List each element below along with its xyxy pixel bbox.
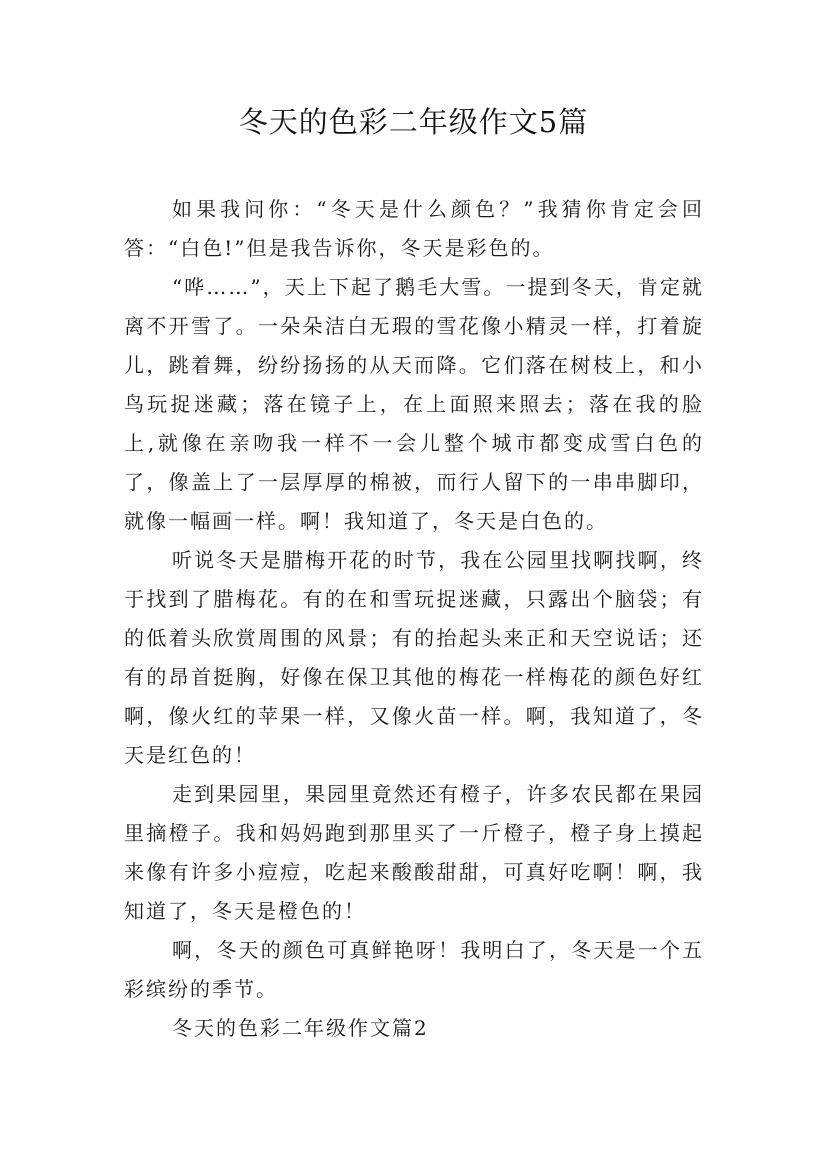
paragraph-4: 走到果园里，果园里竟然还有橙子，许多农民都在果园里摘橙子。我和妈妈跑到那里买了一斤橙子，橙子身上摸起来像有许多小痘痘，吃起来酸酸甜甜，可真好吃啊！啊，我知道了，冬天是橙色的！ <box>124 782 704 923</box>
paragraph-3: 听说冬天是腊梅开花的时节，我在公园里找啊找啊，终于找到了腊梅花。有的在和雪玩捉迷藏，只露出个脑袋；有的低着头欣赏周围的风景；有的抬起头来正和天空说话；还有的昂首挺胸，好像在保卫其他的梅花一样梅花的颜色好红啊，像火红的苹果一样，又像火苗一样。啊，我知道了，冬天是红色的！ <box>124 548 704 767</box>
document-body <box>124 190 704 1048</box>
paragraph-2: “哗……”，天上下起了鹅毛大雪。一提到冬天，肯定就离不开雪了。一朵朵洁白无瑕的雪花像小精灵一样，打着旋儿，跳着舞，纷纷扬扬的从天而降。它们落在树枝上，和小鸟玩捉迷藏；落在镜子上，在上面照来照去；落在我的脸上,就像在亲吻我一样不一会儿整个城市都变成雪白色的了，像盖上了一层厚厚的棉被，而行人留下的一串串脚印，就像一幅画一样。啊！我知道了，冬天是白色的。 <box>124 275 704 533</box>
paragraph-1: 如果我问你：“冬天是什么颜色？”我猜你肯定会回答：“白色!”但是我告诉你，冬天是彩色的。 <box>124 197 704 260</box>
paragraph-5: 啊，冬天的颜色可真鲜艳呀！我明白了，冬天是一个五彩缤纷的季节。 <box>124 938 704 1001</box>
document-title: 冬天的色彩二年级作文5篇 <box>238 105 589 139</box>
section-subheading: 冬天的色彩二年级作文篇2 <box>172 1016 429 1040</box>
